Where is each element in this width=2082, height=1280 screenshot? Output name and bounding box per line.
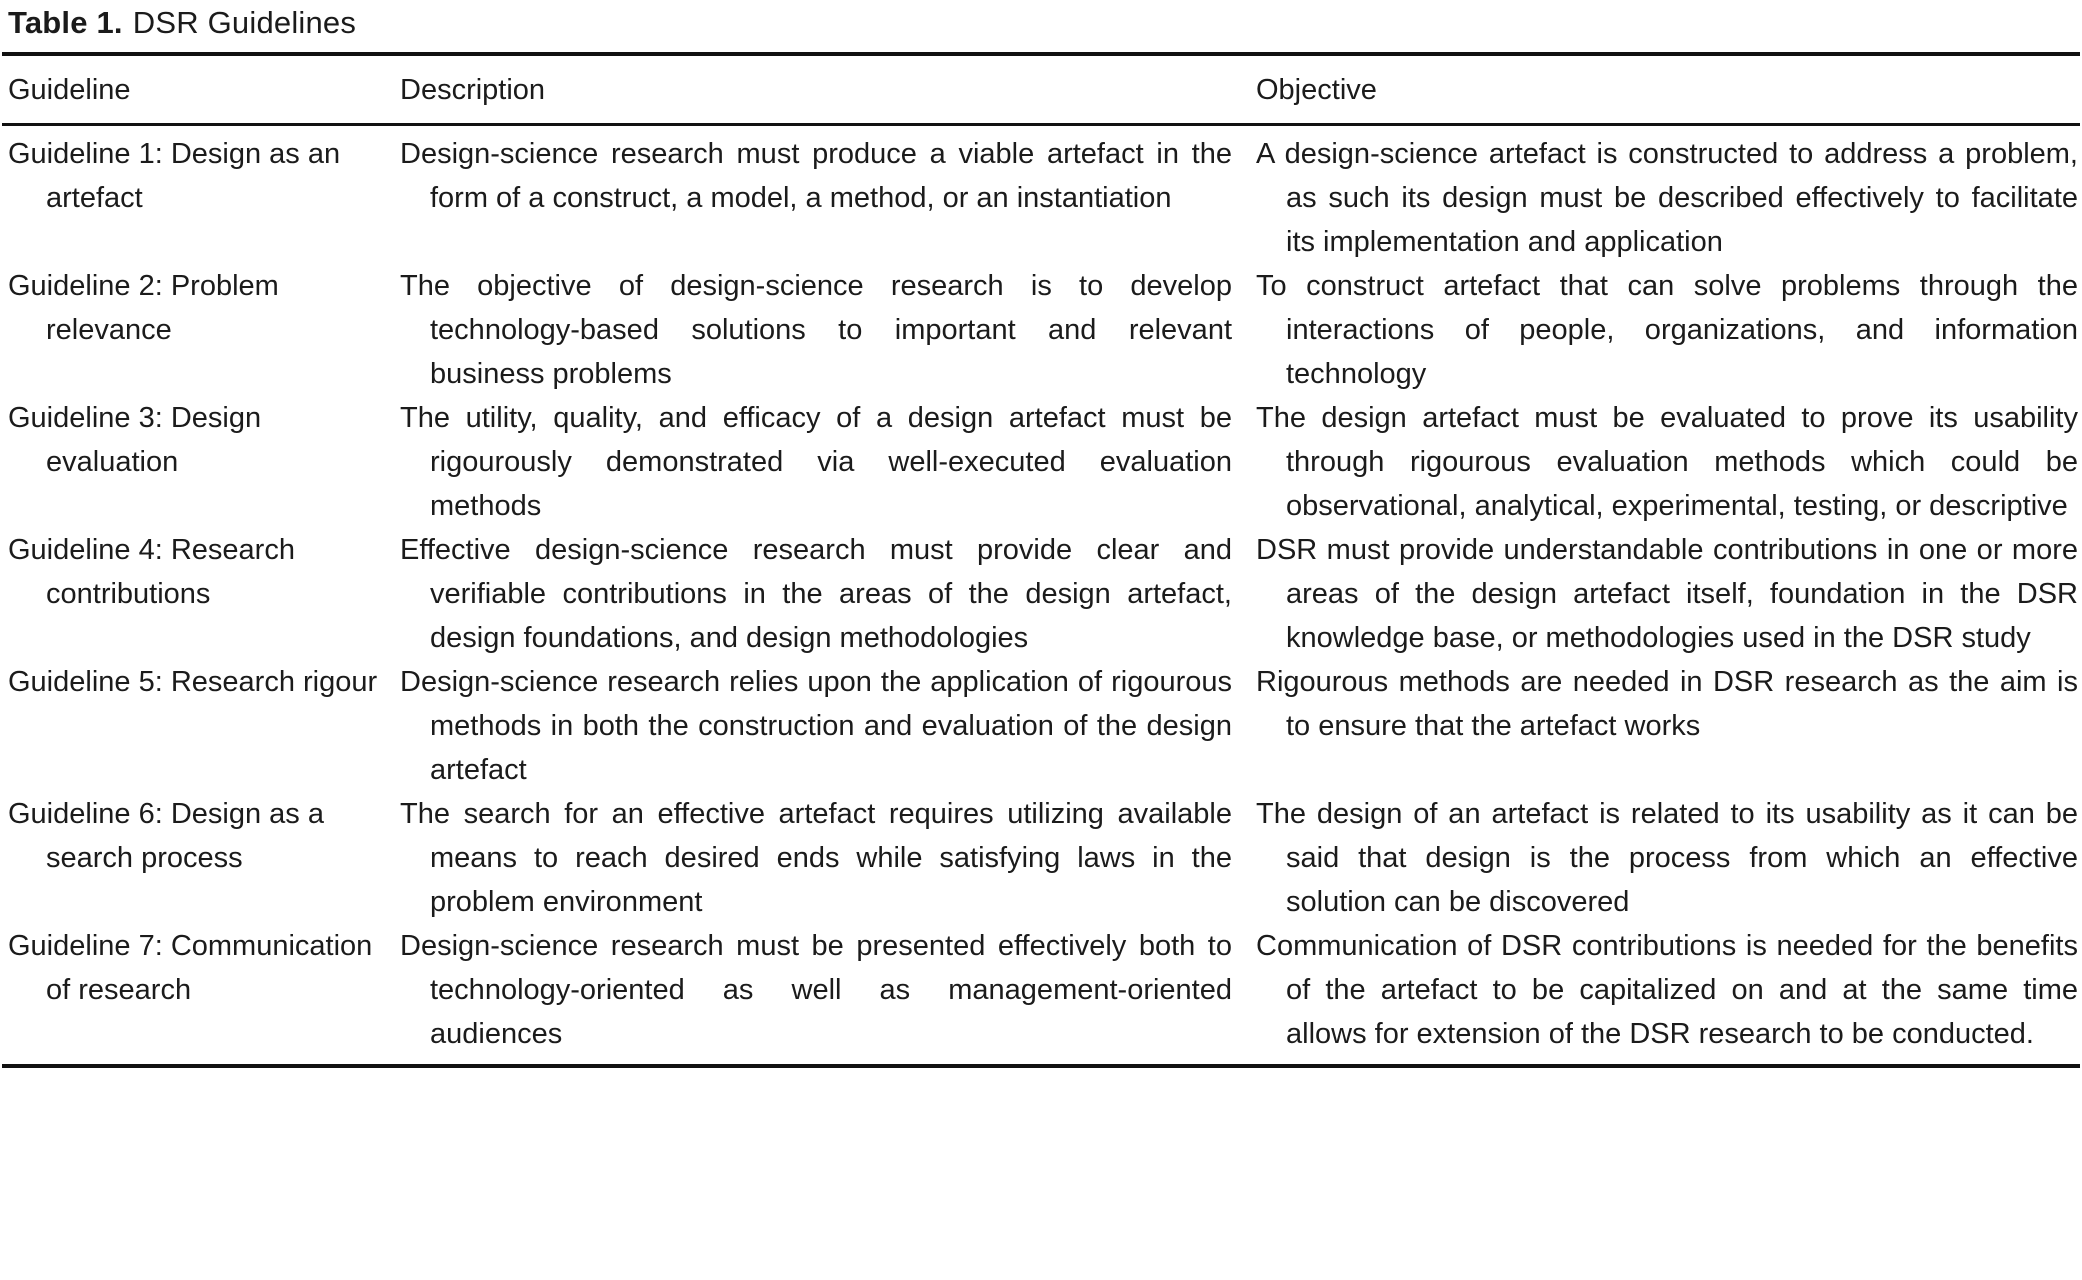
table-row bbox=[2, 396, 2080, 528]
table-row bbox=[2, 660, 2080, 792]
column-header-description: Description bbox=[400, 74, 546, 106]
description-cell: Design-science research must produce a viable artefact in the form of a construct, a model, a method, or an instantiation bbox=[400, 138, 1232, 214]
description-cell: Effective design-science research must provide clear and verifiable contributions in the areas of the design artefact, design foundations, and design methodologies bbox=[400, 534, 1232, 654]
table-row bbox=[2, 264, 2080, 396]
guideline-cell: Guideline 7: Communication of research bbox=[8, 930, 373, 1006]
table-caption: DSR Guidelines bbox=[132, 5, 357, 40]
objective-cell: DSR must provide understandable contributions in one or more areas of the design artefact itself, foundation in the DSR knowledge base, or methodologies used in the DSR study bbox=[1256, 534, 2078, 654]
description-cell: The utility, quality, and efficacy of a design artefact must be rigourously demonstrated via well-executed evaluation methods bbox=[400, 402, 1232, 522]
table-row bbox=[2, 924, 2080, 1056]
objective-cell: Rigourous methods are needed in DSR research as the aim is to ensure that the artefact works bbox=[1256, 666, 2078, 742]
description-cell: The search for an effective artefact requires utilizing available means to reach desired ends while satisfying laws in the problem environment bbox=[400, 798, 1232, 918]
objective-cell: A design-science artefact is constructed to address a problem, as such its design must be described effectively to facilitate its implementation and application bbox=[1256, 138, 2078, 258]
table-row bbox=[2, 528, 2080, 660]
description-cell: Design-science research relies upon the application of rigourous methods in both the construction and evaluation of the design artefact bbox=[400, 666, 1232, 786]
objective-cell: The design of an artefact is related to its usability as it can be said that design is the process from which an effective solution can be discovered bbox=[1256, 798, 2078, 918]
description-cell: Design-science research must be presented effectively both to technology-oriented as well as management-oriented audiences bbox=[400, 930, 1232, 1050]
guideline-cell: Guideline 5: Research rigour bbox=[8, 666, 378, 698]
table-row bbox=[2, 792, 2080, 924]
objective-cell: Communication of DSR contributions is needed for the benefits of the artefact to be capitalized on and at the same time allows for extension of the DSR research to be conducted. bbox=[1256, 930, 2078, 1050]
table-title bbox=[8, 4, 2080, 42]
objective-cell: The design artefact must be evaluated to prove its usability through rigourous evaluation methods which could be observational, analytical, experimental, testing, or descriptive bbox=[1256, 402, 2078, 522]
guideline-cell: Guideline 4: Research contributions bbox=[8, 534, 295, 610]
guideline-cell: Guideline 2: Problem relevance bbox=[8, 270, 279, 346]
guidelines-table bbox=[2, 52, 2080, 1068]
guideline-cell: Guideline 3: Design evaluation bbox=[8, 402, 262, 478]
objective-cell: To construct artefact that can solve problems through the interactions of people, organizations, and information technology bbox=[1256, 270, 2078, 390]
column-header-guideline: Guideline bbox=[8, 74, 131, 106]
guideline-cell: Guideline 1: Design as an artefact bbox=[8, 138, 341, 214]
description-cell: The objective of design-science research is to develop technology-based solutions to important and relevant business problems bbox=[400, 270, 1232, 390]
table-header-row bbox=[2, 56, 2080, 126]
table-row bbox=[2, 132, 2080, 264]
table-number-label: Table 1. bbox=[8, 5, 123, 40]
table-body bbox=[2, 126, 2080, 1064]
column-header-objective: Objective bbox=[1256, 74, 1377, 106]
guideline-cell: Guideline 6: Design as a search process bbox=[8, 798, 324, 874]
